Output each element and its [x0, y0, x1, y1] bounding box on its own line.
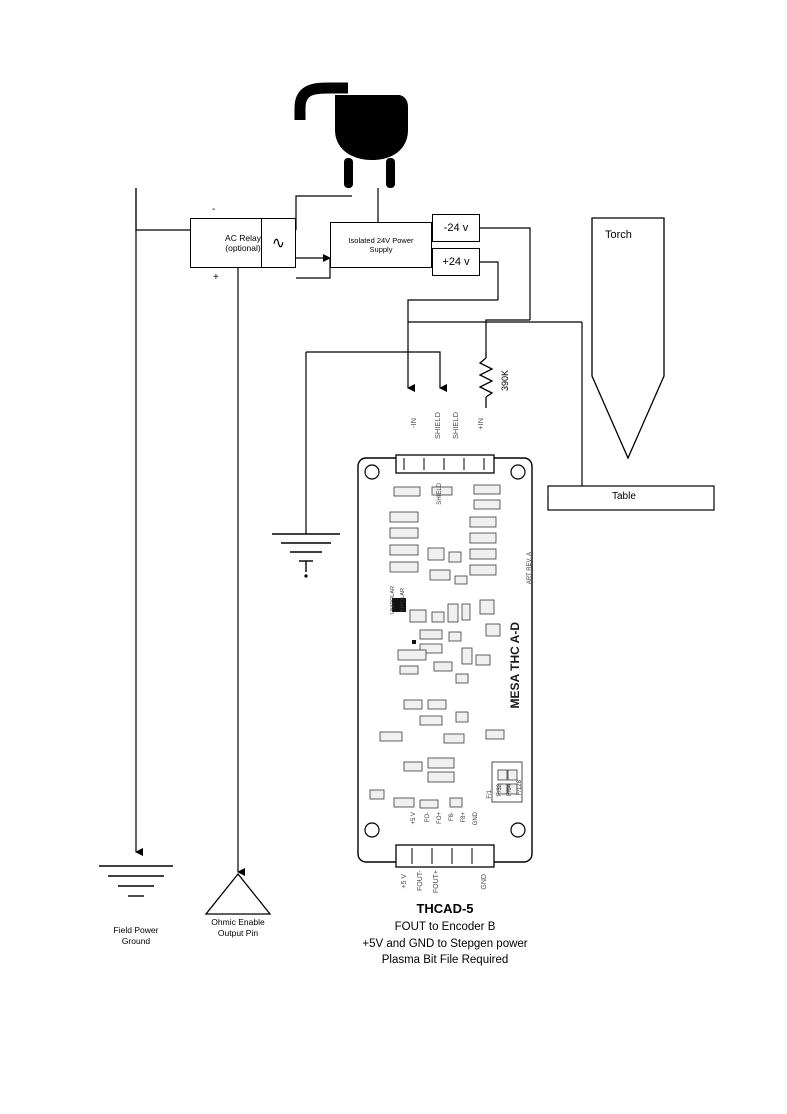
torch-outline — [592, 218, 664, 458]
sine-wave-icon: ∿ — [271, 235, 286, 252]
table-label: Table — [612, 491, 636, 502]
isolated-psu-box[interactable] — [330, 222, 432, 268]
bottom-connector-label-fout-plus: FOUT+ — [433, 870, 440, 894]
board-divider-label-f32: F/32 — [497, 784, 503, 797]
board-pin-label-fo-plus: FO+ — [437, 812, 443, 824]
bottom-connector-label-5v: +5 V — [401, 874, 408, 889]
field-power-ground-symbol — [99, 866, 173, 896]
ac-relay-label-line2: (optional) — [225, 243, 261, 253]
board-pin-label-gnd: GND — [473, 812, 479, 826]
board-rev-silkscreen: ART REV. A — [527, 552, 533, 585]
board-note-2: +5V and GND to Stepgen power — [362, 937, 528, 950]
plus24v-label: +24 v — [442, 256, 470, 268]
board-pin-label-f8-minus: F8- — [449, 812, 455, 821]
board-divider-label-f64: F/64 — [507, 784, 513, 797]
board-pin-label-5v: +5 V — [411, 812, 417, 825]
connector-label-shield-1: SHIELD — [433, 412, 442, 440]
field-power-ground-caption-line1: Field Power — [113, 925, 159, 935]
psu-label-line1: Isolated 24V Power — [348, 236, 414, 245]
ac-relay-coil-symbol — [261, 218, 296, 268]
board-title-text: THCAD-5 — [416, 901, 474, 916]
minus24v-terminal[interactable] — [432, 214, 480, 242]
board-shield-silkscreen: SHIELD — [437, 483, 443, 505]
ohmic-enable-triangle-symbol — [206, 874, 270, 914]
jumper-label-unipolar: UNIPOLAR — [390, 586, 396, 615]
ac-relay-plus-label: + — [213, 272, 219, 283]
torch-label: Torch — [605, 229, 632, 241]
jumper-label-bipolar: BIPOLAR — [400, 588, 406, 612]
board-divider-label-f128: F/128 — [517, 780, 523, 796]
shield-ground-symbol — [272, 534, 340, 577]
ac-relay-minus-label: - — [212, 204, 216, 215]
thcad5-board-graphic — [358, 455, 532, 867]
resistor-value-label: 390K — [500, 370, 510, 392]
connector-label-minus-in: -IN — [409, 418, 418, 428]
minus24v-label: -24 v — [443, 222, 469, 234]
ohmic-enable-caption-line2: Output Pin — [217, 928, 259, 939]
field-power-ground-caption-line2: Ground — [121, 936, 151, 947]
bottom-connector-label-gnd: GND — [481, 874, 488, 890]
psu-label-line2: Supply — [369, 245, 393, 254]
board-notes-caption — [295, 919, 595, 969]
connector-label-plus-in: +IN — [476, 418, 485, 430]
board-pin-label-f8-plus: F8+ — [461, 812, 467, 823]
connector-label-shield-2: SHIELD — [451, 412, 460, 440]
board-note-1: FOUT to Encoder B — [394, 921, 496, 933]
board-note-3: Plasma Bit File Required — [381, 954, 509, 967]
plus24v-terminal[interactable] — [432, 248, 480, 276]
power-plug-icon — [300, 88, 408, 188]
resistor-390k-symbol — [480, 352, 492, 408]
ohmic-enable-caption-line1: Ohmic Enable — [211, 917, 265, 927]
ac-relay-label-line1: AC Relay — [225, 233, 261, 243]
board-divider-label-f1: F/1 — [487, 790, 493, 799]
bottom-connector-label-fout-minus: FOUT- — [417, 870, 424, 891]
board-title-caption — [295, 901, 595, 916]
board-name-silkscreen: MESA THC A-D — [508, 622, 522, 709]
board-pin-label-fo-minus: FO- — [425, 812, 431, 823]
